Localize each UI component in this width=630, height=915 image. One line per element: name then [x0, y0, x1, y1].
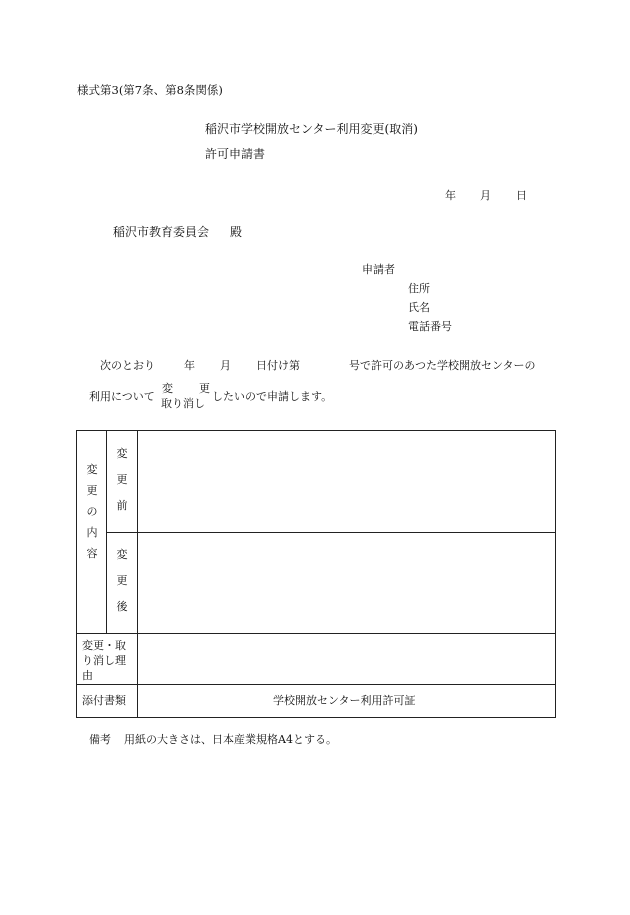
details-table [76, 430, 556, 718]
after-field[interactable] [138, 533, 555, 633]
body-month: 月 [220, 359, 231, 372]
title-line-2: 許可申請書 [205, 147, 266, 161]
body-suffix: したいので申請します。 [212, 390, 333, 403]
addressee-name: 稲沢市教育委員会 [113, 225, 210, 239]
body-intro: 次のとおり [100, 359, 155, 372]
applicant-phone: 電話番号 [408, 320, 452, 333]
addressee-honorific: 殿 [230, 225, 243, 239]
note-label: 備考 [89, 733, 111, 746]
note-text: 用紙の大きさは、日本産業規格A4とする。 [124, 733, 337, 746]
body-year: 年 [184, 359, 195, 372]
before-field[interactable] [138, 431, 555, 532]
applicant-name: 氏名 [408, 301, 430, 314]
option-change-a: 変 [162, 382, 173, 395]
body-prefix: 利用について [89, 390, 155, 403]
form-number: 様式第3(第7条、第8条関係) [77, 83, 223, 97]
reason-label: 変更・取り消し理由 [82, 639, 126, 682]
applicant-address: 住所 [408, 282, 430, 295]
change-content-label: 変 更 の 内 容 [86, 463, 98, 560]
date-day: 日 [516, 189, 527, 202]
applicant-label: 申請者 [362, 263, 395, 276]
reason-field[interactable] [138, 634, 555, 684]
date-month: 月 [480, 189, 491, 202]
option-cancel: 取り消し [161, 397, 205, 410]
before-label: 変 更 前 [116, 447, 128, 512]
after-label: 変 更 後 [116, 548, 128, 613]
attachment-value: 学校開放センター利用許可証 [273, 694, 416, 707]
date-year: 年 [445, 189, 456, 202]
body-date-suffix: 日付け第 [256, 359, 300, 372]
body-rest: 号で許可のあつた学校開放センターの [349, 359, 536, 372]
title-line-1: 稲沢市学校開放センター利用変更(取消) [205, 122, 418, 136]
attachment-label: 添付書類 [82, 694, 126, 707]
option-change-b: 更 [199, 382, 210, 395]
